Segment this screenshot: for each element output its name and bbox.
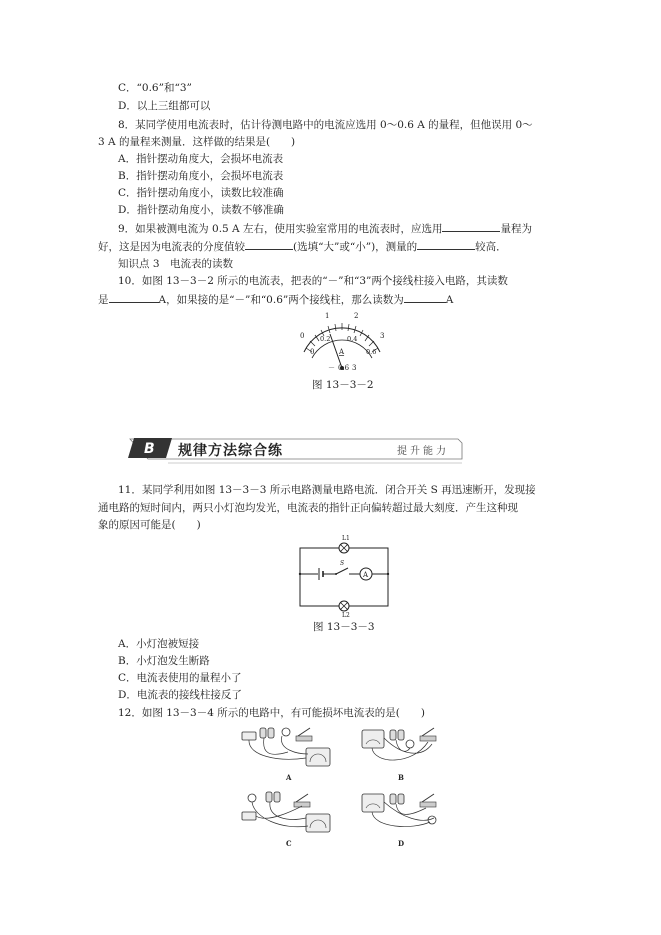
q9-blank-1[interactable] xyxy=(442,220,500,232)
q7-option-d: D．以上三组都可以 xyxy=(118,100,211,112)
q12-label-d: D xyxy=(398,839,405,848)
q11-option-b: B．小灯泡发生断路 xyxy=(118,655,210,667)
q10-text-4: A xyxy=(445,294,454,306)
q11-option-c: C．电流表使用的量程小了 xyxy=(118,672,242,684)
q8-stem-line1: 8．某同学使用电流表时，估计待测电路中的电流应选用 0～0.6 A 的量程，但他误用 0～ xyxy=(118,119,533,131)
q9-text-3: 好，这是因为电流表的分度值较 xyxy=(98,241,245,253)
section-b-badge xyxy=(128,437,172,459)
q7-option-c: C．“0.6”和“3” xyxy=(118,82,192,94)
q9-line2 xyxy=(98,238,507,255)
lamp-l1-label: L1 xyxy=(342,535,350,542)
terminal-3: 3 xyxy=(352,364,357,372)
figure-13-3-3-caption: 图 13－3－3 xyxy=(313,621,375,633)
q10-blank-1[interactable] xyxy=(109,291,159,303)
q11-line2: 通电路的短时间内，两只小灯泡均发光，电流表的指针正向偏转超过最大刻度．产生这种现 xyxy=(98,502,518,514)
scale-bottom-0-4: 0.4 xyxy=(347,335,358,343)
q8-option-b: B．指针摆动角度小，会损坏电流表 xyxy=(118,170,284,182)
dial-unit-label: A xyxy=(339,348,345,356)
figure-13-3-2-caption: 图 13－3－2 xyxy=(312,379,374,391)
q8-option-a: A．指针摆动角度大，会损坏电流表 xyxy=(118,153,284,165)
q10-line1: 10．如图 13－3－2 所示的电流表，把表的“－”和“3”两个接线柱接入电路，其读数 xyxy=(118,275,508,287)
q9-text-4: (选填“大”或“小”)，测量的 xyxy=(293,241,418,253)
q8-stem-line2: 3 A 的量程来测量．这样做的结果是( ) xyxy=(98,136,296,148)
q11-line3: 象的原因可能是( ) xyxy=(98,519,201,531)
terminal-0-6: 0.6 xyxy=(338,364,350,372)
scale-bottom-0-6: 0.6 xyxy=(366,348,377,356)
q11-option-a: A．小灯泡被短接 xyxy=(118,638,200,650)
ammeter-label: A xyxy=(363,571,369,579)
knowledge-point-3: 知识点 3 电流表的读数 xyxy=(118,258,234,270)
ammeter-dial-figure xyxy=(292,308,392,378)
scale-bottom-0: 0 xyxy=(310,348,315,356)
q11-option-d: D．电流表的接线柱接反了 xyxy=(118,689,242,701)
q9-text-1: 9．如果被测电流为 0.5 A 左右，使用实验室常用的电流表时，应选用 xyxy=(118,223,443,235)
q11-line1: 11．某同学利用如图 13－3－3 所示电路测量电路电流．闭合开关 S 再迅速断开，发现接 xyxy=(118,484,536,496)
q10-line2 xyxy=(98,291,453,308)
q8-option-d: D．指针摆动角度小，读数不够准确 xyxy=(118,204,284,216)
section-title: 规律方法综合练 xyxy=(178,443,283,459)
q8-option-c: C．指针摆动角度小，读数比较准确 xyxy=(118,187,284,199)
scale-bottom-0-2: 0.2 xyxy=(320,335,331,343)
q9-text-5: 较高． xyxy=(475,241,507,253)
q12-label-a: A xyxy=(286,773,292,782)
scale-top-1: 1 xyxy=(325,312,330,320)
q9-blank-2[interactable] xyxy=(245,238,293,250)
q12-stem: 12．如图 13－3－4 所示的电路中，有可能损坏电流表的是( ) xyxy=(118,707,425,719)
q9-blank-3[interactable] xyxy=(417,238,475,250)
scale-top-2: 2 xyxy=(354,312,359,320)
q9-text-2: 量程为 xyxy=(500,223,532,235)
switch-icon xyxy=(336,568,348,574)
q10-text-3: A，如果接的是“－”和“0.6”两个接线柱，那么读数为 xyxy=(158,294,404,306)
section-subtitle: 提升能力 xyxy=(397,446,449,457)
q10-blank-2[interactable] xyxy=(404,291,446,303)
q12-circuit-d xyxy=(352,788,452,848)
q12-circuit-c xyxy=(238,788,338,848)
terminal-minus: － xyxy=(328,364,335,372)
lamp-l2-label: L2 xyxy=(342,612,350,618)
circuit-figure xyxy=(296,534,392,618)
scale-top-0: 0 xyxy=(300,332,305,340)
q12-label-b: B xyxy=(398,773,404,782)
q10-text-2: 是 xyxy=(98,294,109,306)
q9-line1 xyxy=(118,220,532,237)
scale-top-3: 3 xyxy=(380,332,385,340)
switch-label: S xyxy=(340,560,345,567)
q12-circuit-b xyxy=(352,722,452,782)
q12-label-c: C xyxy=(286,839,292,848)
q12-circuit-a xyxy=(238,722,338,782)
section-badge-letter: B xyxy=(144,441,155,457)
